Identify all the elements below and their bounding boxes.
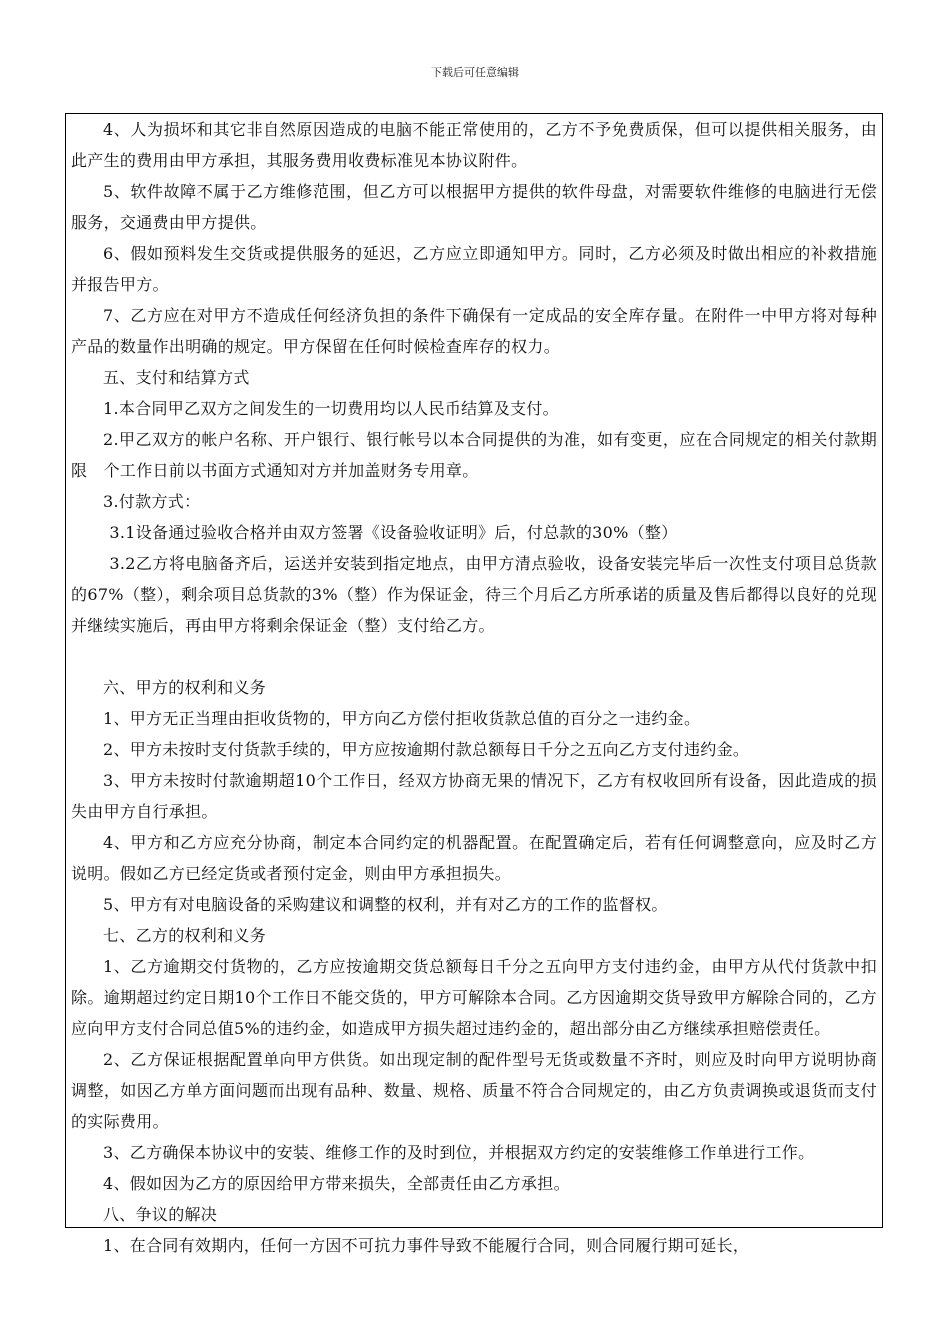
paragraph: 3.2乙方将电脑备齐后，运送并安装到指定地点，由甲方清点验收，设备安装完毕后一次性支付项目总货款的67%（整），剩余项目总货款的3%（整）作为保证金，待三个月后乙方所承诺的质量及售后都得以良好的兑现并继续实施后，再由甲方将剩余保证金（整）支付给乙方。 — [71, 554, 877, 635]
paragraph: 3.付款方式： — [103, 492, 201, 511]
paragraph: 6、假如预料发生交货或提供服务的延迟，乙方应立即通知甲方。同时，乙方必须及时做出相应的补救措施并报告甲方。 — [71, 244, 877, 294]
blank-line — [71, 641, 877, 672]
paragraph: 2、乙方保证根据配置单向甲方供货。如出现定制的配件型号无货或数量不齐时，则应及时向甲方说明协商调整，如因乙方单方面问题而出现有品种、数量、规格、质量不符合合同规定的，由乙方负责调换或退货而支付的实际费用。 — [71, 1050, 877, 1131]
paragraph: 五、支付和结算方式 — [103, 368, 250, 387]
paragraph: 七、乙方的权利和义务 — [103, 926, 267, 945]
paragraph: 1、在合同有效期内，任何一方因不可抗力事件导致不能履行合同，则合同履行期可延长， — [103, 1236, 750, 1255]
paragraph: 3、乙方确保本协议中的安装、维修工作的及时到位，并根据双方约定的安装维修工作单进行工作。 — [103, 1143, 815, 1162]
paragraph: 5、软件故障不属于乙方维修范围，但乙方可以根据甲方提供的软件母盘，对需要软件维修的电脑进行无偿服务，交通费由甲方提供。 — [71, 182, 877, 232]
paragraph: 5、甲方有对电脑设备的采购建议和调整的权利，并有对乙方的工作的监督权。 — [103, 895, 668, 914]
page-header: 下载后可任意编辑 — [431, 66, 519, 79]
document-frame — [65, 113, 883, 1255]
paragraph: 1、甲方无正当理由拒收货物的，甲方向乙方偿付拒收货款总值的百分之一违约金。 — [103, 709, 701, 728]
paragraph: 4、假如因为乙方的原因给甲方带来损失，全部责任由乙方承担。 — [103, 1174, 570, 1193]
paragraph: 1.本合同甲乙双方之间发生的一切费用均以人民币结算及支付。 — [103, 399, 559, 418]
paragraph: 2、甲方未按时支付货款手续的，甲方应按逾期付款总额每日千分之五向乙方支付违约金。 — [103, 740, 750, 759]
paragraph: 八、争议的解决 — [103, 1205, 218, 1224]
paragraph: 1、乙方逾期交付货物的，乙方应按逾期交货总额每日千分之五向甲方支付违约金，由甲方从代付货款中扣除。逾期超过约定日期10个工作日不能交货的，甲方可解除本合同。乙方因逾期交货导致甲方解除合同的，乙方应向甲方支付合同总值5%的违约金，如造成甲方损失超过违约金的，超出部分由乙方继续承担赔偿责任。 — [71, 957, 877, 1038]
paragraph: 3、甲方未按时付款逾期超10个工作日，经双方协商无果的情况下，乙方有权收回所有设备，因此造成的损失由甲方自行承担。 — [71, 771, 877, 821]
document-body — [71, 114, 877, 1261]
paragraph: 7、乙方应在对甲方不造成任何经济负担的条件下确保有一定成品的安全库存量。在附件一中甲方将对每种产品的数量作出明确的规定。甲方保留在任何时候检查库存的权力。 — [71, 306, 877, 356]
paragraph: 4、人为损坏和其它非自然原因造成的电脑不能正常使用的，乙方不予免费质保，但可以提供相关服务，由此产生的费用由甲方承担，其服务费用收费标准见本协议附件。 — [71, 120, 877, 170]
paragraph: 4、甲方和乙方应充分协商，制定本合同约定的机器配置。在配置确定后，若有任何调整意向，应及时乙方说明。假如乙方已经定货或者预付定金，则由甲方承担损失。 — [71, 833, 877, 883]
paragraph: 3.1设备通过验收合格并由双方签署《设备验收证明》后，付总款的30%（整） — [109, 523, 678, 542]
paragraph: 六、甲方的权利和义务 — [103, 678, 267, 697]
paragraph: 2.甲乙双方的帐户名称、开户银行、银行帐号以本合同提供的为准，如有变更，应在合同规定的相关付款期限 个工作日前以书面方式通知对方并加盖财务专用章。 — [71, 430, 877, 480]
